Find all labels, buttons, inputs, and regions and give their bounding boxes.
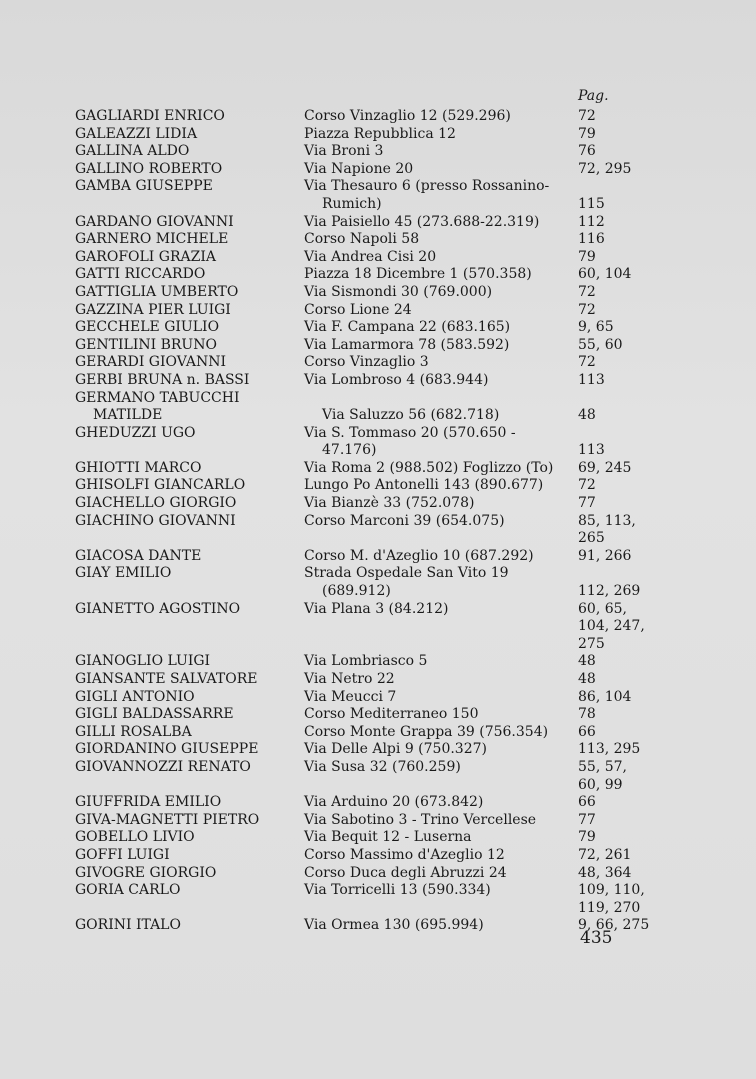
index-entry — [75, 548, 675, 566]
index-entry — [75, 724, 675, 742]
entry-pages: 48, 364 — [578, 864, 632, 881]
entry-address-cell — [304, 390, 578, 425]
entry-address: Strada Ospedale San Vito 19 — [304, 565, 509, 582]
entry-pages: 116 — [578, 231, 605, 248]
entry-pages-cell — [578, 477, 678, 495]
index-entry — [75, 178, 675, 213]
entry-address-cell — [304, 653, 578, 671]
entry-pages: 9, 65 — [578, 319, 614, 336]
entry-name-cell — [75, 882, 304, 917]
entry-name-cell — [75, 829, 304, 847]
entry-name-cell — [75, 812, 304, 830]
entry-name-cell — [75, 319, 304, 337]
entry-address-cell — [304, 214, 578, 232]
entry-pages: 66 — [578, 794, 596, 811]
entry-address: Piazza 18 Dicembre 1 (570.358) — [304, 266, 532, 283]
entry-name-cell — [75, 425, 304, 460]
entry-name: GIANOGLIO LUIGI — [75, 653, 211, 670]
entry-pages: 72 — [578, 477, 596, 494]
entry-address: Via Andrea Cisi 20 — [304, 248, 437, 265]
entry-pages-cell — [578, 812, 678, 830]
entry-address-cell — [304, 706, 578, 724]
entry-name: GIUFFRIDA EMILIO — [75, 794, 222, 811]
entry-address-cell — [304, 917, 578, 935]
entry-address-cell — [304, 689, 578, 707]
entry-address-cell — [304, 354, 578, 372]
entry-name: GIORDANINO GIUSEPPE — [75, 741, 259, 758]
entry-address: Corso Marconi 39 (654.075) — [304, 512, 505, 529]
entry-address-cell — [304, 161, 578, 179]
entry-pages: 72 — [578, 354, 596, 371]
index-entry — [75, 812, 675, 830]
entry-pages-cell — [578, 372, 678, 390]
entry-name: GERARDI GIOVANNI — [75, 354, 227, 371]
entry-pages-cell — [578, 390, 678, 425]
entry-address-cell — [304, 266, 578, 284]
entry-name-cell — [75, 689, 304, 707]
entry-pages: 77 — [578, 811, 596, 828]
entry-address-cell — [304, 178, 578, 213]
entry-address: Via Netro 22 — [304, 671, 395, 687]
entry-address-cell — [304, 425, 578, 460]
entry-pages: 113 — [578, 442, 605, 459]
entry-address: Via S. Tommaso 20 (570.650 - — [304, 424, 516, 441]
entry-address: Via Bianzè 33 (752.078) — [304, 495, 475, 512]
entry-pages-cell — [578, 759, 678, 794]
entry-pages-cell — [578, 513, 678, 548]
entry-pages-cell — [578, 495, 678, 513]
index-entry — [75, 565, 675, 600]
entry-pages: 9, 66, 275 — [578, 917, 650, 934]
entry-address-cell — [304, 372, 578, 390]
entry-name-cell — [75, 214, 304, 232]
entry-address-cell — [304, 741, 578, 759]
entry-pages: 79 — [578, 829, 596, 846]
entry-pages: 112, 269 — [578, 583, 641, 600]
index-entry — [75, 882, 675, 917]
entry-name: GIACHELLO GIORGIO — [75, 495, 237, 512]
entry-address: Corso Massimo d'Azeglio 12 — [304, 846, 505, 863]
entry-address: Via Arduino 20 (673.842) — [304, 794, 484, 811]
entry-name-cell — [75, 372, 304, 390]
entry-name: GATTIGLIA UMBERTO — [75, 283, 239, 300]
entry-name: GILLI ROSALBA — [75, 723, 192, 740]
entry-address-cell — [304, 249, 578, 267]
entry-address-cell — [304, 601, 578, 654]
index-entry — [75, 231, 675, 249]
entry-pages-cell — [578, 865, 678, 883]
index-entry — [75, 495, 675, 513]
entry-name: MATILDE — [93, 407, 163, 424]
entry-pages-cell — [578, 671, 678, 689]
entry-address-cell — [304, 231, 578, 249]
entry-address-cell — [304, 143, 578, 161]
entry-name: GIGLI ANTONIO — [75, 688, 195, 705]
index-entry — [75, 759, 675, 794]
entry-address: Corso Duca degli Abruzzi 24 — [304, 864, 507, 881]
entry-pages — [578, 565, 678, 583]
entry-name: GHEDUZZI UGO — [75, 424, 196, 441]
entry-name-cell — [75, 548, 304, 566]
entry-address-cell — [304, 565, 578, 600]
entry-name: GERBI BRUNA n. BASSI — [75, 371, 250, 388]
entry-address: 47.176) — [322, 442, 377, 459]
entry-address-cell — [304, 882, 578, 917]
index-entry — [75, 477, 675, 495]
entry-pages-cell — [578, 178, 678, 213]
entry-name-cell — [75, 759, 304, 794]
entry-pages: 119, 270 — [578, 899, 641, 916]
entry-name: GARNERO MICHELE — [75, 231, 229, 248]
entry-address: Via Sabotino 3 - Trino Vercellese — [304, 811, 537, 828]
entry-address-cell — [304, 513, 578, 548]
entry-name: GALEAZZI LIDIA — [75, 125, 198, 142]
entry-address: Via Delle Alpi 9 (750.327) — [304, 741, 487, 758]
entry-address-cell — [304, 495, 578, 513]
entry-address: Via Ormea 130 (695.994) — [304, 917, 484, 934]
entry-pages-cell — [578, 706, 678, 724]
entry-name-cell — [75, 266, 304, 284]
entry-address: Via Sismondi 30 (769.000) — [304, 283, 493, 300]
entry-address: Via F. Campana 22 (683.165) — [304, 319, 511, 336]
index-entry — [75, 126, 675, 144]
entry-name-cell — [75, 653, 304, 671]
entry-name: GIANSANTE SALVATORE — [75, 671, 258, 687]
entry-pages-cell — [578, 565, 678, 600]
entry-pages-cell — [578, 425, 678, 460]
entry-address: Corso Vinzaglio 3 — [304, 354, 429, 371]
entry-pages: 72 — [578, 283, 596, 300]
entry-address: Via Lombroso 4 (683.944) — [304, 371, 489, 388]
name-index-list — [75, 108, 675, 935]
index-entry — [75, 372, 675, 390]
entry-address-cell — [304, 302, 578, 320]
entry-address — [304, 390, 578, 408]
entry-address-cell — [304, 812, 578, 830]
entry-pages-cell — [578, 460, 678, 478]
index-entry — [75, 794, 675, 812]
entry-pages: 66 — [578, 723, 596, 740]
entry-pages: 48 — [578, 653, 596, 670]
entry-name-cell — [75, 601, 304, 654]
index-entry — [75, 601, 675, 654]
index-entry — [75, 284, 675, 302]
entry-pages: 91, 266 — [578, 547, 632, 564]
entry-name-cell — [75, 161, 304, 179]
index-entry — [75, 865, 675, 883]
entry-pages-cell — [578, 847, 678, 865]
entry-address: Via Thesauro 6 (presso Rossanino- — [304, 178, 550, 195]
entry-address-cell — [304, 865, 578, 883]
index-entry — [75, 460, 675, 478]
entry-address: Via Meucci 7 — [304, 688, 397, 705]
index-entry — [75, 214, 675, 232]
entry-name: GAZZINA PIER LUIGI — [75, 301, 231, 318]
entry-name-cell — [75, 460, 304, 478]
entry-pages: 79 — [578, 248, 596, 265]
entry-pages-cell — [578, 337, 678, 355]
entry-pages-cell — [578, 249, 678, 267]
entry-pages: 275 — [578, 635, 605, 652]
entry-name: GAMBA GIUSEPPE — [75, 178, 213, 195]
entry-address: Via Bequit 12 - Luserna — [304, 829, 472, 846]
entry-pages-cell — [578, 829, 678, 847]
entry-address: Corso Napoli 58 — [304, 231, 420, 248]
entry-pages-cell — [578, 231, 678, 249]
index-entry — [75, 302, 675, 320]
entry-pages-cell — [578, 319, 678, 337]
index-entry — [75, 319, 675, 337]
entry-pages-cell — [578, 161, 678, 179]
entry-address: Corso M. d'Azeglio 10 (687.292) — [304, 547, 534, 564]
entry-address: Via Lombriasco 5 — [304, 653, 428, 670]
entry-address-cell — [304, 319, 578, 337]
entry-name: GARDANO GIOVANNI — [75, 213, 234, 230]
entry-name: GATTI RICCARDO — [75, 266, 206, 283]
index-entry — [75, 513, 675, 548]
entry-pages-cell — [578, 548, 678, 566]
entry-name-cell — [75, 865, 304, 883]
entry-pages: 55, 60 — [578, 336, 623, 353]
entry-pages: 48 — [578, 671, 596, 687]
entry-pages: 69, 245 — [578, 459, 632, 476]
entry-address: Via Broni 3 — [304, 143, 384, 160]
entry-name: GOFFI LUIGI — [75, 846, 170, 863]
entry-pages-cell — [578, 653, 678, 671]
entry-pages — [578, 390, 678, 408]
index-entry — [75, 425, 675, 460]
entry-pages-cell — [578, 882, 678, 917]
entry-address: Corso Lione 24 — [304, 301, 412, 318]
entry-name-cell — [75, 741, 304, 759]
entry-name-cell — [75, 143, 304, 161]
entry-address: Via Napione 20 — [304, 160, 414, 177]
entry-pages: 86, 104 — [578, 688, 632, 705]
entry-address-cell — [304, 829, 578, 847]
entry-address-cell — [304, 847, 578, 865]
index-entry — [75, 671, 675, 689]
entry-address: Lungo Po Antonelli 143 (890.677) — [304, 477, 544, 494]
entry-name: GERMANO TABUCCHI — [75, 389, 240, 406]
entry-pages: 77 — [578, 495, 596, 512]
entry-name: GAGLIARDI ENRICO — [75, 108, 225, 124]
entry-name-cell — [75, 917, 304, 935]
entry-name-cell — [75, 706, 304, 724]
index-entry — [75, 653, 675, 671]
entry-address-cell — [304, 284, 578, 302]
entry-address-cell — [304, 460, 578, 478]
entry-name: GORINI ITALO — [75, 917, 181, 934]
entry-pages — [578, 425, 678, 443]
entry-pages: 60, 99 — [578, 776, 623, 793]
entry-name: GIAY EMILIO — [75, 565, 172, 582]
entry-name-cell — [75, 249, 304, 267]
entry-pages: 79 — [578, 125, 596, 142]
entry-pages-cell — [578, 284, 678, 302]
entry-name-cell — [75, 108, 304, 126]
index-entry — [75, 741, 675, 759]
index-entry — [75, 143, 675, 161]
page-column-header: Pag. — [578, 88, 609, 104]
entry-address: Corso Vinzaglio 12 (529.296) — [304, 108, 511, 124]
entry-name: GIACOSA DANTE — [75, 547, 202, 564]
index-entry — [75, 354, 675, 372]
entry-pages-cell — [578, 126, 678, 144]
index-entry — [75, 108, 675, 126]
entry-address: Corso Mediterraneo 150 — [304, 706, 479, 723]
entry-name: GORIA CARLO — [75, 882, 181, 899]
entry-pages-cell — [578, 601, 678, 654]
entry-pages: 113, 295 — [578, 741, 641, 758]
index-entry — [75, 847, 675, 865]
entry-address-cell — [304, 794, 578, 812]
entry-pages: 113 — [578, 371, 605, 388]
entry-pages: 72 — [578, 301, 596, 318]
entry-name-cell — [75, 724, 304, 742]
entry-name-cell — [75, 231, 304, 249]
entry-pages: 76 — [578, 143, 596, 160]
entry-name: GIACHINO GIOVANNI — [75, 512, 236, 529]
index-entry — [75, 706, 675, 724]
entry-pages-cell — [578, 724, 678, 742]
entry-pages-cell — [578, 741, 678, 759]
entry-name: GIVOGRE GIORGIO — [75, 864, 217, 881]
entry-name-cell — [75, 126, 304, 144]
entry-pages: 104, 247, — [578, 618, 645, 635]
entry-address-cell — [304, 548, 578, 566]
entry-name: GECCHELE GIULIO — [75, 319, 220, 336]
entry-pages-cell — [578, 214, 678, 232]
index-entry — [75, 161, 675, 179]
entry-pages: 60, 104 — [578, 266, 632, 283]
entry-address-cell — [304, 337, 578, 355]
entry-name: GHISOLFI GIANCARLO — [75, 477, 246, 494]
entry-pages-cell — [578, 143, 678, 161]
index-entry — [75, 829, 675, 847]
entry-address-cell — [304, 126, 578, 144]
entry-pages-cell — [578, 689, 678, 707]
index-entry — [75, 390, 675, 425]
entry-name-cell — [75, 794, 304, 812]
index-entry — [75, 689, 675, 707]
index-entry — [75, 249, 675, 267]
entry-name: GALLINA ALDO — [75, 143, 190, 160]
entry-pages: 48 — [578, 407, 596, 424]
entry-name: GIVA-MAGNETTI PIETRO — [75, 811, 260, 828]
entry-pages-cell — [578, 266, 678, 284]
entry-pages: 85, 113, — [578, 512, 636, 529]
entry-address: Rumich) — [322, 195, 382, 212]
entry-name-cell — [75, 284, 304, 302]
entry-pages: 265 — [578, 530, 605, 547]
entry-address: Via Torricelli 13 (590.334) — [304, 882, 491, 899]
entry-name: GIGLI BALDASSARRE — [75, 706, 234, 723]
entry-pages: 78 — [578, 706, 596, 723]
entry-pages-cell — [578, 108, 678, 126]
entry-address-cell — [304, 724, 578, 742]
entry-address: Via Saluzzo 56 (682.718) — [322, 407, 500, 424]
entry-name: GOBELLO LIVIO — [75, 829, 195, 846]
entry-name-cell — [75, 671, 304, 689]
entry-name-cell — [75, 178, 304, 213]
entry-name: GHIOTTI MARCO — [75, 459, 202, 476]
entry-pages — [578, 178, 678, 196]
entry-pages: 72 — [578, 108, 596, 124]
entry-address-cell — [304, 671, 578, 689]
entry-address-cell — [304, 108, 578, 126]
entry-pages-cell — [578, 354, 678, 372]
index-entry — [75, 337, 675, 355]
entry-pages: 72, 295 — [578, 160, 632, 177]
entry-address-cell — [304, 759, 578, 794]
entry-pages: 109, 110, — [578, 882, 645, 899]
entry-address: (689.912) — [322, 583, 391, 600]
entry-name-cell — [75, 354, 304, 372]
entry-name: GAROFOLI GRAZIA — [75, 248, 216, 265]
index-entry — [75, 266, 675, 284]
entry-name-cell — [75, 477, 304, 495]
entry-name-cell — [75, 495, 304, 513]
entry-name-cell — [75, 302, 304, 320]
entry-address: Via Lamarmora 78 (583.592) — [304, 336, 510, 353]
entry-name: GIOVANNOZZI RENATO — [75, 758, 251, 775]
entry-name-cell — [75, 337, 304, 355]
entry-pages: 112 — [578, 213, 605, 230]
entry-name: GIANETTO AGOSTINO — [75, 600, 241, 617]
entry-pages: 115 — [578, 195, 605, 212]
entry-name-cell — [75, 847, 304, 865]
entry-pages: 55, 57, — [578, 758, 627, 775]
entry-address: Via Roma 2 (988.502) Foglizzo (To) — [304, 459, 554, 476]
entry-name-cell — [75, 390, 304, 425]
entry-pages: 72, 261 — [578, 846, 632, 863]
entry-pages-cell — [578, 794, 678, 812]
entry-address: Via Paisiello 45 (273.688-22.319) — [304, 213, 540, 230]
entry-pages-cell — [578, 302, 678, 320]
entry-name-cell — [75, 565, 304, 600]
entry-name: GENTILINI BRUNO — [75, 336, 217, 353]
entry-pages: 60, 65, — [578, 600, 627, 617]
entry-address: Piazza Repubblica 12 — [304, 125, 456, 142]
entry-name: GALLINO ROBERTO — [75, 160, 223, 177]
entry-address: Corso Monte Grappa 39 (756.354) — [304, 723, 549, 740]
entry-address: Via Plana 3 (84.212) — [304, 600, 449, 617]
entry-address-cell — [304, 477, 578, 495]
entry-name-cell — [75, 513, 304, 548]
entry-address: Via Susa 32 (760.259) — [304, 758, 461, 775]
page-number: 435 — [580, 928, 613, 948]
